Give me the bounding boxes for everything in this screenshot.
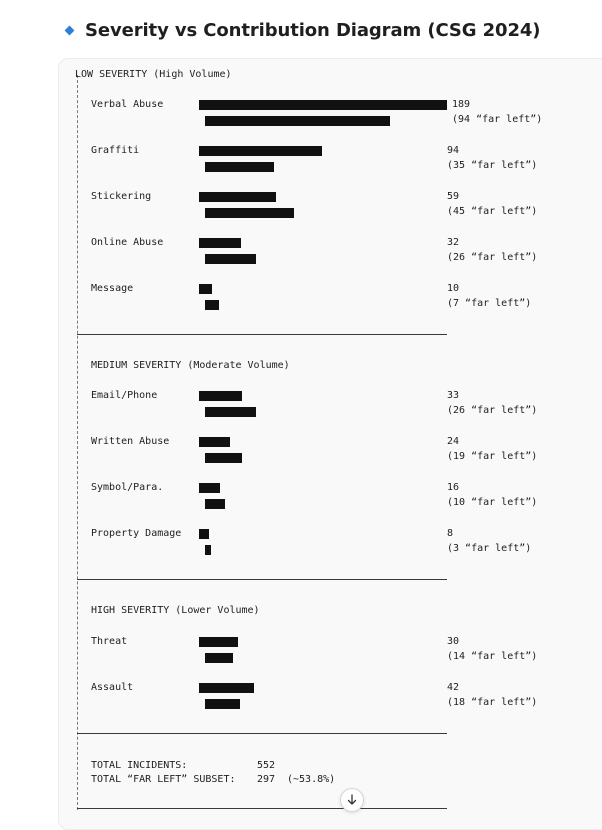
diamond-icon bbox=[65, 26, 75, 36]
page-title: Severity vs Contribution Diagram (CSG 2024) bbox=[85, 20, 541, 41]
total-incidents-label: TOTAL INCIDENTS: bbox=[91, 760, 188, 771]
section-title: MEDIUM SEVERITY (Moderate Volume) bbox=[91, 360, 290, 371]
far-left-bar bbox=[205, 545, 211, 555]
far-left-bar bbox=[205, 453, 242, 463]
section-title: LOW SEVERITY (High Volume) bbox=[75, 69, 232, 80]
far-left-bar bbox=[205, 208, 294, 218]
total-value: 32 bbox=[447, 237, 460, 248]
section-divider bbox=[77, 579, 447, 580]
far-left-subset-label: TOTAL “FAR LEFT” SUBSET: bbox=[91, 774, 236, 785]
row-label: Symbol/Para. bbox=[91, 482, 164, 493]
total-bar bbox=[199, 192, 276, 202]
far-left-value: (35 “far left”) bbox=[447, 160, 538, 171]
total-value: 33 bbox=[447, 390, 460, 401]
total-bar bbox=[199, 683, 254, 693]
total-bar bbox=[199, 529, 209, 539]
tree-vertical-line bbox=[77, 75, 78, 810]
total-bar bbox=[199, 146, 322, 156]
far-left-value: (3 “far left”) bbox=[447, 543, 532, 554]
section-divider bbox=[77, 334, 447, 335]
row-label: Property Damage bbox=[91, 528, 182, 539]
total-value: 24 bbox=[447, 436, 460, 447]
total-bar bbox=[199, 391, 242, 401]
total-bar bbox=[199, 284, 212, 294]
far-left-value: (19 “far left”) bbox=[447, 451, 538, 462]
total-value: 42 bbox=[447, 682, 460, 693]
far-left-value: (26 “far left”) bbox=[447, 252, 538, 263]
total-incidents-value: 552 bbox=[257, 760, 276, 771]
row-label: Verbal Abuse bbox=[91, 99, 164, 110]
total-value: 189 bbox=[452, 99, 471, 110]
total-value: 16 bbox=[447, 482, 460, 493]
row-label: Threat bbox=[91, 636, 128, 647]
section-heading bbox=[66, 20, 540, 41]
row-label: Stickering bbox=[91, 191, 152, 202]
closing-divider bbox=[77, 808, 447, 809]
far-left-bar bbox=[205, 653, 233, 663]
row-label: Written Abuse bbox=[91, 436, 170, 447]
far-left-bar bbox=[205, 407, 256, 417]
far-left-bar bbox=[205, 162, 274, 172]
section-title: HIGH SEVERITY (Lower Volume) bbox=[91, 605, 260, 616]
total-bar bbox=[199, 437, 230, 447]
total-value: 94 bbox=[447, 145, 460, 156]
total-bar bbox=[199, 637, 238, 647]
far-left-value: (10 “far left”) bbox=[447, 497, 538, 508]
far-left-bar bbox=[205, 499, 225, 509]
far-left-value: (26 “far left”) bbox=[447, 405, 538, 416]
total-bar bbox=[199, 483, 220, 493]
total-value: 10 bbox=[447, 283, 460, 294]
row-label: Message bbox=[91, 283, 134, 294]
scroll-to-bottom-button[interactable] bbox=[340, 788, 364, 812]
far-left-value: (7 “far left”) bbox=[447, 298, 532, 309]
total-value: 59 bbox=[447, 191, 460, 202]
far-left-bar bbox=[205, 699, 240, 709]
row-label: Email/Phone bbox=[91, 390, 158, 401]
far-left-value: (18 “far left”) bbox=[447, 697, 538, 708]
total-value: 30 bbox=[447, 636, 460, 647]
far-left-value: (94 “far left”) bbox=[452, 114, 543, 125]
total-value: 8 bbox=[447, 528, 454, 539]
arrow-down-icon bbox=[346, 794, 358, 806]
section-divider bbox=[77, 733, 447, 734]
far-left-subset-percent: (~53.8%) bbox=[287, 774, 336, 785]
row-label: Assault bbox=[91, 682, 134, 693]
row-label: Online Abuse bbox=[91, 237, 164, 248]
far-left-bar bbox=[205, 300, 219, 310]
code-block[interactable] bbox=[58, 58, 602, 830]
total-bar bbox=[199, 100, 447, 110]
far-left-value: (14 “far left”) bbox=[447, 651, 538, 662]
total-bar bbox=[199, 238, 241, 248]
far-left-value: (45 “far left”) bbox=[447, 206, 538, 217]
row-label: Graffiti bbox=[91, 145, 140, 156]
far-left-bar bbox=[205, 116, 390, 126]
far-left-subset-value: 297 bbox=[257, 774, 276, 785]
far-left-bar bbox=[205, 254, 256, 264]
